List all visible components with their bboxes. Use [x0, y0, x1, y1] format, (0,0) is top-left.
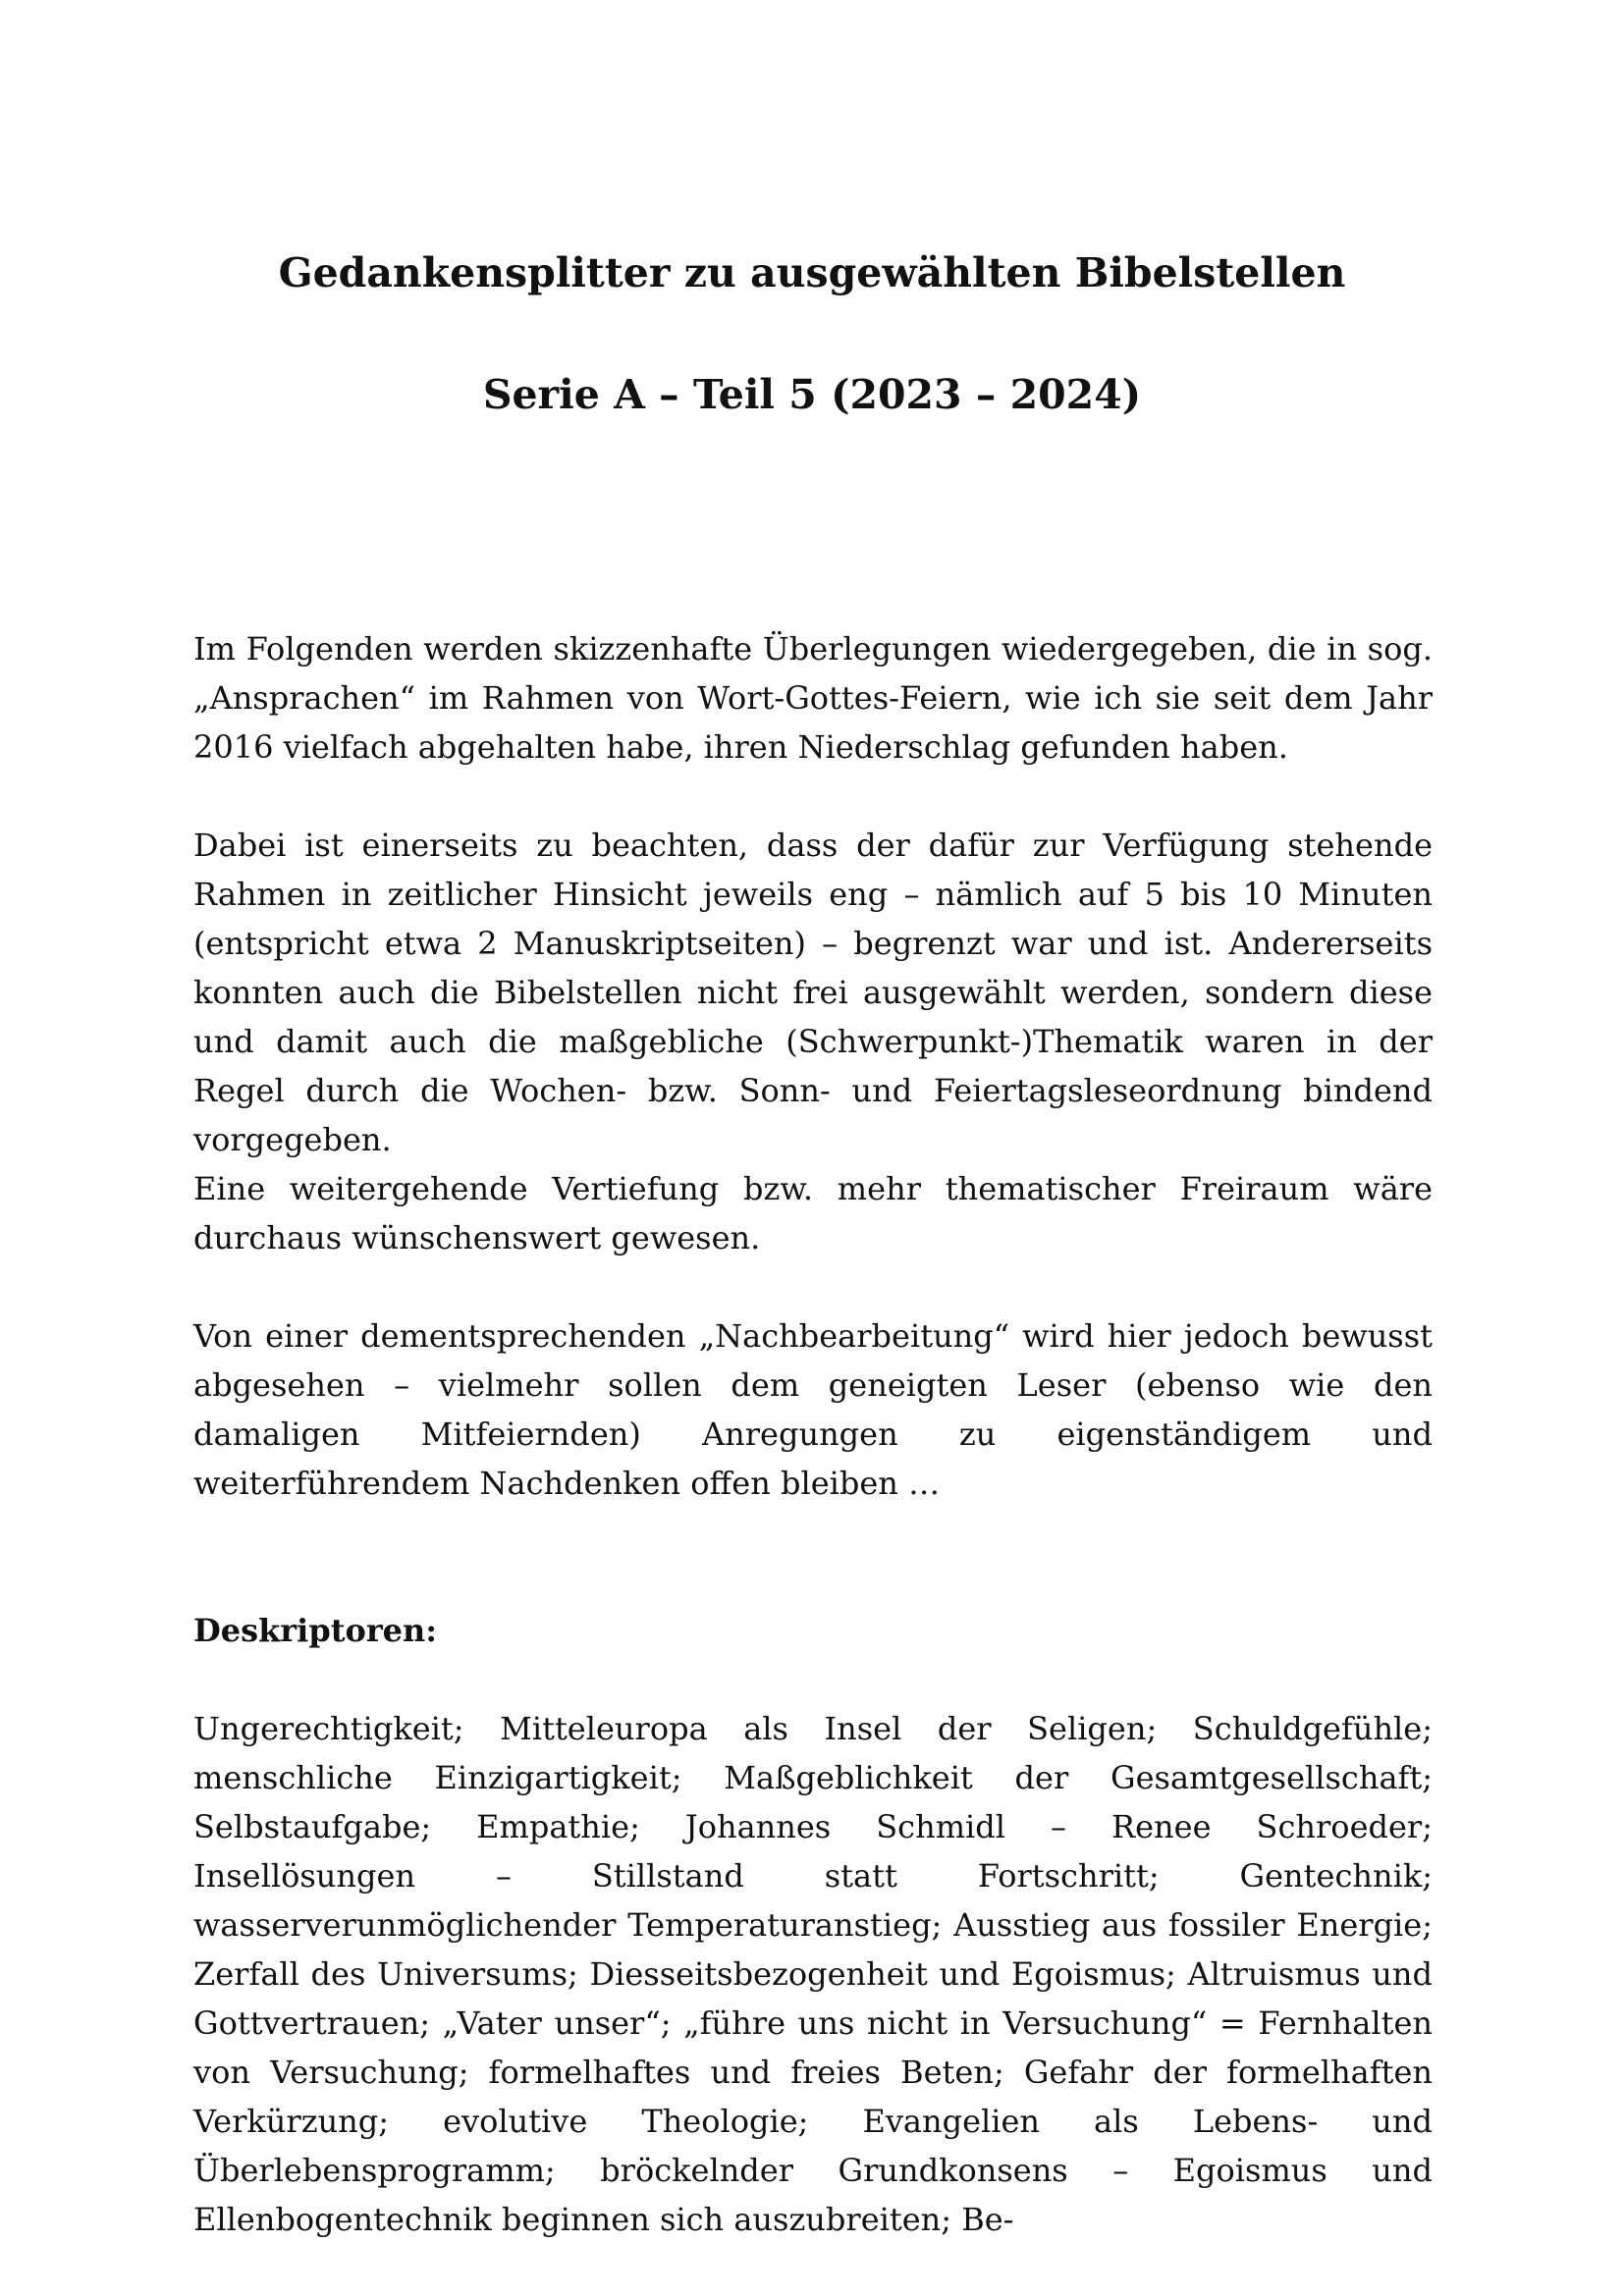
descriptors-list: Ungerechtigkeit; Mitteleuropa als Insel der Seligen; Schuldgefühle; menschliche Einzigartigkeit; Maßgeblichkeit der Gesamtgesellschaft; Selbstaufgabe; Empathie; Johannes Schmidl – Renee Schroeder; Insellösungen – Stillstand statt Fortschritt; Gentechnik; wasserverunmöglichender Temperaturanstieg; Ausstieg aus fossiler Energie; Zerfall des Universums; Diesseitsbezogenheit und Egoismus; Altruismus und Gottvertrauen; „Vater unser“; „führe uns nicht in Versuchung“ = Fernhalten von Versuchung; formelhaftes und freies Beten; Gefahr der formelhaften Verkürzung; evolutive Theologie; Evangelien als Lebens- und Überlebensprogramm; bröckelnder Grundkonsens – Egoismus und Ellenbogentechnik beginnen sich auszubreiten; Be- — [193, 1710, 1433, 2238]
document-subtitle: Serie A – Teil 5 (2023 – 2024) — [482, 371, 1142, 418]
intro-paragraph: Im Folgenden werden skizzenhafte Überlegungen wiedergegeben, die in sog. „Ansprachen“ im Rahmen von Wort-Gottes-Feiern, wie ich sie seit dem Jahr 2016 vielfach abgehalten habe, ihren Niederschlag gefunden haben. — [193, 630, 1433, 766]
document-title: Gedankensplitter zu ausgewählten Bibelstellen — [278, 249, 1346, 296]
closing-paragraph: Von einer dementsprechenden „Nachbearbeitung“ wird hier jedoch bewusst abgesehen – vielmehr sollen dem geneigten Leser (ebenso wie den damaligen Mitfeiernden) Anregungen zu eigenständigem und weiterführendem Nachdenken offen bleiben … — [193, 1317, 1433, 1502]
deepening-paragraph: Eine weitergehende Vertiefung bzw. mehr thematischer Freiraum wäre durchaus wünschenswert gewesen. — [193, 1170, 1433, 1256]
context-paragraph: Dabei ist einerseits zu beachten, dass der dafür zur Verfügung stehende Rahmen in zeitlicher Hinsicht jeweils eng – nämlich auf 5 bis 10 Minuten (entspricht etwa 2 Manuskriptseiten) – begrenzt war und ist. Andererseits konnten auch die Bibelstellen nicht frei ausgewählt werden, sondern diese und damit auch die maßgebliche (Schwerpunkt-)Thematik waren in der Regel durch die Wochen- bzw. Sonn- und Feiertagsleseordnung bindend vorgegeben. — [193, 827, 1433, 1158]
descriptors-heading: Deskriptoren: — [193, 1612, 438, 1649]
